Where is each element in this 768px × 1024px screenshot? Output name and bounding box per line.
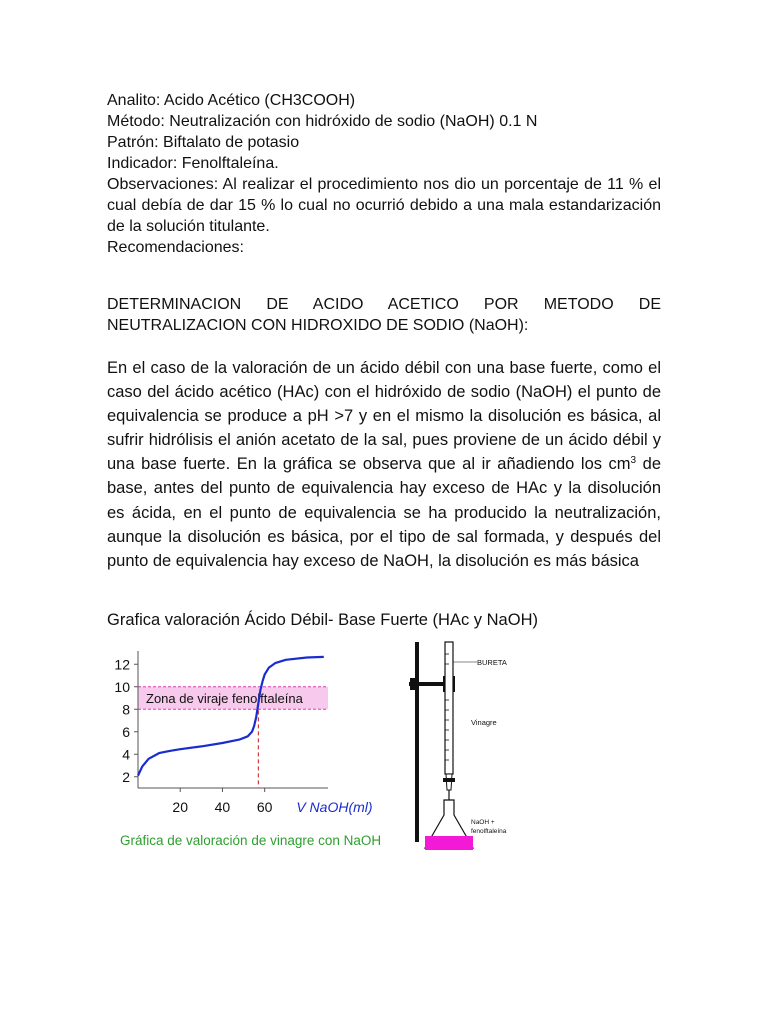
y-tick-label: 4 (122, 746, 130, 763)
y-tick-label: 2 (122, 768, 130, 785)
titration-curve (138, 657, 324, 776)
paragraph-text-b: de base, antes del punto de equivalencia hay exceso de HAc y la disolución es ácida, en el punto de equivalencia se ha producido la neutralización, aunque la disolución es básica, por el tipo de sal formada, y después del punto de equivalencia hay exceso de NaOH, la disolución es más básica (107, 455, 661, 570)
patron-line: Patrón: Biftalato de potasio (107, 134, 300, 151)
paragraph-text-a: En el caso de la valoración de un ácido débil con una base fuerte, como el caso del ácido acético (HAc) con el hidróxido de sodio (NaOH) el punto de equivalencia se produce a pH >7 y en el mismo la disolución es básica, al sufrir hidrólisis el anión acetato de la sal, pues proviene de un ácido débil y una base fuerte. En la gráfica se observa que al ir añadiendo los cm (107, 359, 661, 474)
explanation-paragraph (107, 356, 661, 573)
superscript-three: 3 (630, 455, 637, 467)
burette-tube (445, 642, 453, 774)
analito-line: Analito: Acido Acético (CH3COOH) (107, 92, 356, 109)
bureta-label: BURETA (477, 658, 507, 667)
recomendaciones-line: Recomendaciones: (107, 239, 244, 256)
metodo-line: Método: Neutralización con hidróxido de sodio (NaOH) 0.1 N (107, 113, 538, 130)
indicador-line: Indicador: Fenolftaleína. (107, 155, 279, 172)
figure-caption: Grafica valoración Ácido Débil- Base Fuerte (HAc y NaOH) (107, 611, 538, 629)
x-tick-label: 20 (172, 799, 189, 815)
y-tick-label: 12 (114, 656, 130, 673)
stand-rod (415, 642, 419, 842)
y-tick-label: 10 (114, 678, 130, 695)
y-tick-label: 6 (122, 723, 130, 740)
heading-line-2: NEUTRALIZACION CON HIDROXIDO DE SODIO (NaOH): (107, 317, 529, 334)
y-tick-label: 8 (122, 701, 130, 718)
clamp-knob (410, 678, 415, 690)
x-tick-label: 40 (214, 799, 231, 815)
vinagre-label: Vinagre (471, 718, 497, 727)
flask-label-1: NaOH + (471, 819, 495, 826)
x-tick-label: 60 (256, 799, 273, 815)
titration-chart (108, 645, 398, 860)
section-heading (107, 294, 661, 336)
burette-apparatus (405, 640, 555, 855)
chart-title: Gráfica de valoración de vinagre con NaOH (120, 833, 382, 848)
observaciones-text: Observaciones: Al realizar el procedimiento nos dio un porcentaje de 11 % el cual debía de dar 15 % lo cual no ocurrió debido a una mala estandarización de la solución titulante. (107, 176, 661, 235)
heading-line-1: DETERMINACION DE ACIDO ACETICO POR METODO DE (107, 296, 661, 313)
x-axis-label: V NaOH(ml) (296, 799, 373, 815)
flask-label-2: fenolftaleína (471, 828, 507, 835)
zone-label: Zona de viraje fenolftaleína (146, 691, 303, 706)
experiment-info (107, 90, 661, 258)
